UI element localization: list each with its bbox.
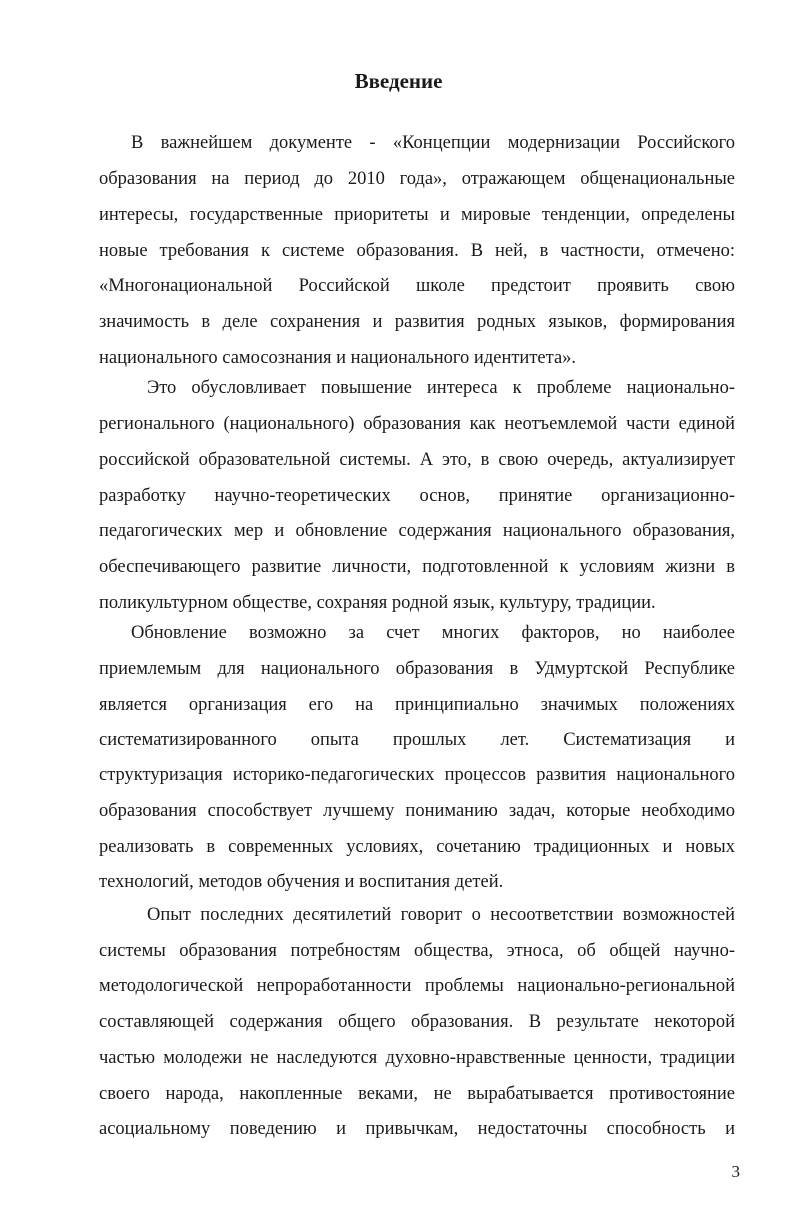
paragraph-line: Опыт последних десятилетий говорит о несоответствии возможностей <box>147 905 735 925</box>
paragraph-line: образования на период до 2010 года», отражающем общенациональные <box>99 169 735 189</box>
paragraph-line: структуризация историко-педагогических процессов развития национального <box>99 765 735 785</box>
paragraph-line: составляющей содержания общего образования. В результате некоторой <box>99 1012 735 1032</box>
paragraph-line: систематизированного опыта прошлых лет. Систематизация и <box>99 730 735 750</box>
paragraph-line: значимость в деле сохранения и развития родных языков, формирования <box>99 312 735 332</box>
paragraph-line: системы образования потребностям общества, этноса, об общей научно- <box>99 941 735 961</box>
paragraph-line: является организация его на принципиально значимых положениях <box>99 695 735 715</box>
paragraph-line: поликультурном обществе, сохраняя родной язык, культуру, традиции. <box>99 593 656 613</box>
paragraph-line: своего народа, накопленные веками, не вырабатывается противостояние <box>99 1084 735 1104</box>
page-title: Введение <box>354 69 443 93</box>
paragraph-line: Обновление возможно за счет многих факторов, но наиболее <box>131 623 735 643</box>
paragraph-line: разработку научно-теоретических основ, принятие организационно- <box>99 486 735 506</box>
page-number: 3 <box>731 1162 740 1181</box>
paragraph-line: интересы, государственные приоритеты и мировые тенденции, определены <box>99 205 735 225</box>
paragraph-line: «Многонациональной Российской школе предстоит проявить свою <box>99 276 735 296</box>
paragraph-line: регионального (национального) образования как неотъемлемой части единой <box>99 414 735 434</box>
paragraph-line: В важнейшем документе - «Концепции модернизации Российского <box>131 133 735 153</box>
paragraph-line: технологий, методов обучения и воспитания детей. <box>99 872 504 892</box>
paragraph-line: образования способствует лучшему пониманию задач, которые необходимо <box>99 801 735 821</box>
paragraph-line: Это обусловливает повышение интереса к проблеме национально- <box>147 378 735 398</box>
paragraph-line: приемлемым для национального образования в Удмуртской Республике <box>99 659 735 679</box>
paragraph-line: асоциальному поведению и привычкам, недостаточны способность и <box>99 1119 735 1139</box>
paragraph-line: обеспечивающего развитие личности, подготовленной к условиям жизни в <box>99 557 735 577</box>
paragraph-line: национального самосознания и национального идентитета». <box>99 348 577 368</box>
paragraph-line: российской образовательной системы. А это, в свою очередь, актуализирует <box>99 450 735 470</box>
paragraph-line: частью молодежи не наследуются духовно-нравственные ценности, традиции <box>99 1048 735 1068</box>
paragraph-line: педагогических мер и обновление содержания национального образования, <box>99 521 735 541</box>
paragraph-line: методологической непроработанности проблемы национально-региональной <box>99 976 735 996</box>
paragraph-line: реализовать в современных условиях, сочетанию традиционных и новых <box>99 837 735 857</box>
paragraph-line: новые требования к системе образования. В ней, в частности, отмечено: <box>99 241 735 261</box>
